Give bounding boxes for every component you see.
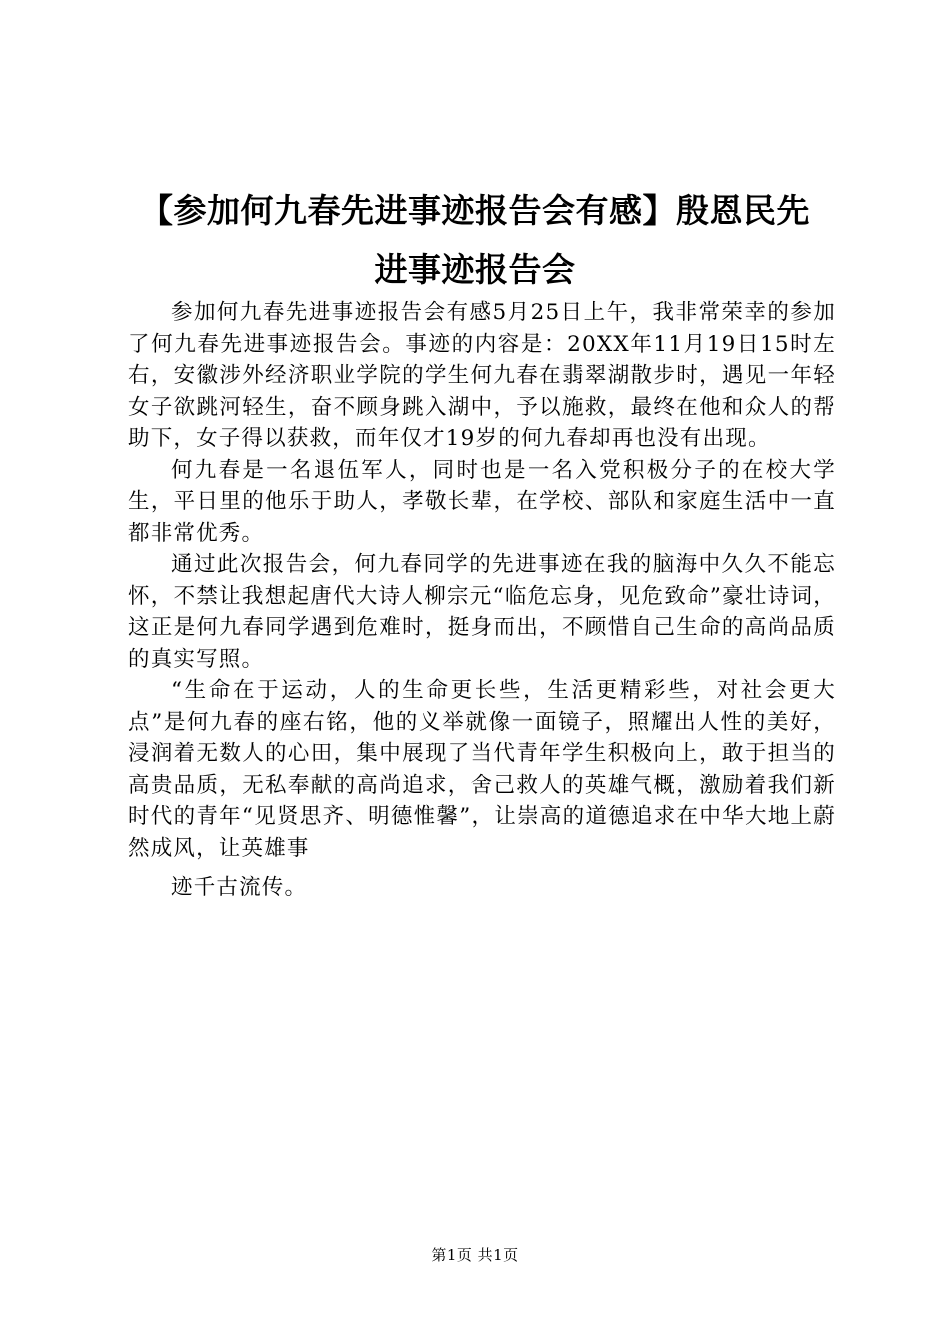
page-footer: 第1页 共1页 xyxy=(431,1246,519,1264)
body-paragraph-2: 何九春是一名退伍军人，同时也是一名入党积极分子的在校大学生，平日里的他乐于助人，孝敬长辈，在学校、部队和家庭生活中一直都非常优秀。 xyxy=(128,457,836,546)
body-paragraph-1: 参加何九春先进事迹报告会有感5月25日上午，我非常荣幸的参加了何九春先进事迹报告会。事迹的内容是：20XX年11月19日15时左右，安徽涉外经济职业学院的学生何九春在翡翠湖散步时，遇见一年轻女子欲跳河轻生，奋不顾身跳入湖中，予以施救，最终在他和众人的帮助下，女子得以获救，而年仅才19岁的何九春却再也没有出现。 xyxy=(128,300,836,451)
body-paragraph-4: “生命在于运动，人的生命更长些，生活更精彩些，对社会更大点”是何九春的座右铭，他的义举就像一面镜子，照耀出人性的美好，浸润着无数人的心田，集中展现了当代青年学生积极向上，敢于担当的高贵品质，无私奉献的高尚追求，舍己救人的英雄气概，激励着我们新时代的青年“见贤思齐、明德惟馨”，让崇高的道德追求在中华大地上蔚然成风，让英雄事 xyxy=(128,678,836,861)
body-paragraph-3: 通过此次报告会，何九春同学的先进事迹在我的脑海中久久不能忘怀，不禁让我想起唐代大诗人柳宗元“临危忘身，见危致命”豪壮诗词，这正是何九春同学遇到危难时，挺身而出，不顾惜自己生命的高尚品质的真实写照。 xyxy=(128,552,836,672)
document-title-line-2: 进事迹报告会 xyxy=(374,250,576,289)
body-paragraph-tail: 迹千古流传。 xyxy=(171,875,308,900)
document-body xyxy=(128,297,836,904)
document-title-line-1: 【参加何九春先进事迹报告会有感】殷恩民先 xyxy=(140,191,810,230)
